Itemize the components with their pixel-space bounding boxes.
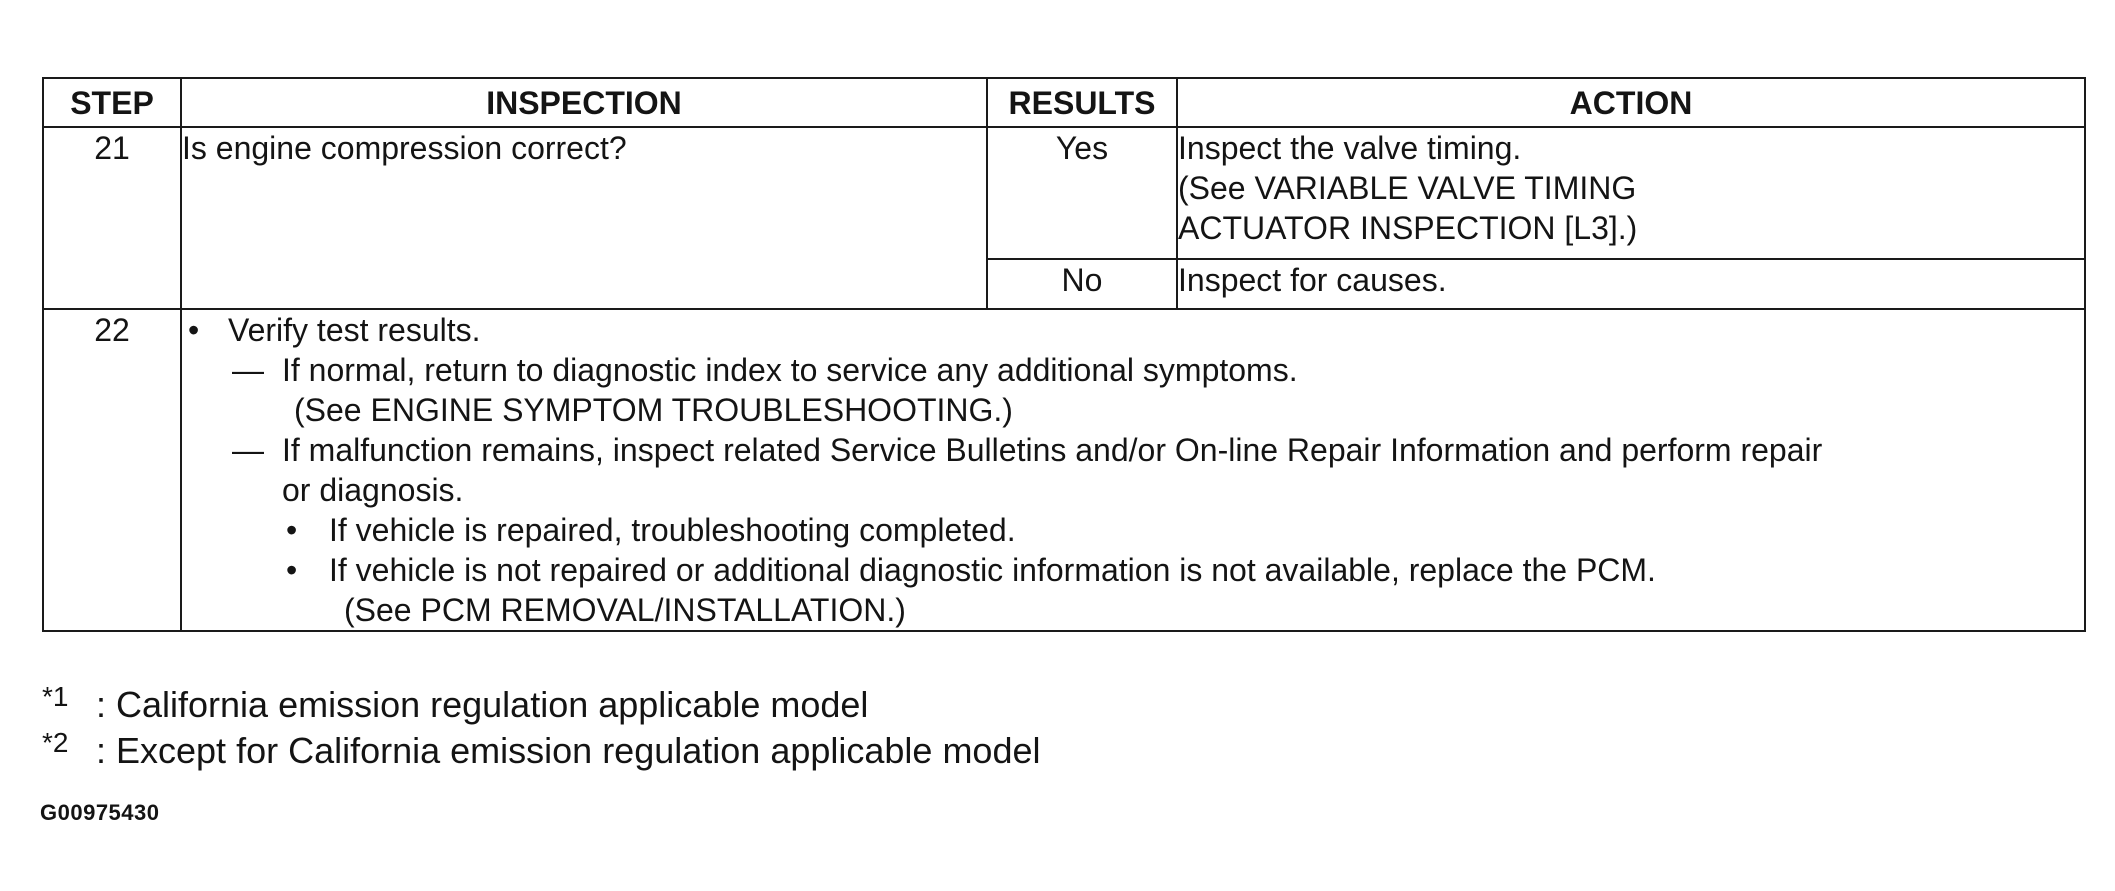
footnote xyxy=(42,682,1041,728)
troubleshooting-table xyxy=(42,77,2086,632)
header-row xyxy=(43,78,2085,127)
dash-item xyxy=(182,430,2084,470)
dash-continuation: or diagnosis. xyxy=(282,472,464,508)
footnote xyxy=(42,728,1041,774)
sub-bullet-text: If vehicle is repaired, troubleshooting completed. xyxy=(329,512,1016,548)
sub-bullet-marker: • xyxy=(286,552,298,588)
reference-text: (See ENGINE SYMPTOM TROUBLESHOOTING.) xyxy=(294,392,1013,428)
sub-bullet-item xyxy=(182,550,2084,590)
footnote-symbol: *2 xyxy=(42,727,69,758)
result-yes: Yes xyxy=(987,127,1177,259)
action-no: Inspect for causes. xyxy=(1177,259,2085,309)
dash-item xyxy=(182,350,2084,390)
dash-marker: — xyxy=(232,432,264,468)
step-number: 22 xyxy=(43,309,181,631)
bullet-text: Verify test results. xyxy=(228,312,481,348)
dash-text: If normal, return to diagnostic index to service any additional symptoms. xyxy=(282,352,1298,388)
header-results: RESULTS xyxy=(987,78,1177,127)
action-text: (See VARIABLE VALVE TIMING xyxy=(1178,170,1637,206)
action-text: Inspect the valve timing. xyxy=(1178,130,1522,166)
action-text: ACTUATOR INSPECTION [L3].) xyxy=(1178,210,1638,246)
sub-bullet-item xyxy=(182,510,2084,550)
sub-bullet-marker: • xyxy=(286,512,298,548)
header-action: ACTION xyxy=(1177,78,2085,127)
result-no: No xyxy=(987,259,1177,309)
header-step: STEP xyxy=(43,78,181,127)
dash-text: If malfunction remains, inspect related Service Bulletins and/or On-line Repair Information and perform repair xyxy=(282,432,1823,468)
step-number: 21 xyxy=(43,127,181,309)
footnote-text: : Except for California emission regulation applicable model xyxy=(96,730,1041,771)
figure-id: G00975430 xyxy=(40,800,160,825)
header-inspection: INSPECTION xyxy=(181,78,987,127)
reference-text: (See PCM REMOVAL/INSTALLATION.) xyxy=(344,592,906,628)
footnote-text: : California emission regulation applicable model xyxy=(96,684,869,725)
inspection-cell: Is engine compression correct? xyxy=(181,127,987,309)
bullet-marker: • xyxy=(188,312,200,348)
sub-bullet-text: If vehicle is not repaired or additional diagnostic information is not available, replace the PCM. xyxy=(329,552,1656,588)
step-22-instructions xyxy=(181,309,2085,631)
dash-marker: — xyxy=(232,352,264,388)
action-yes xyxy=(1177,127,2085,259)
bullet-item xyxy=(182,310,2084,350)
table-row xyxy=(43,309,2085,631)
footnotes xyxy=(42,682,1041,774)
table-row xyxy=(43,127,2085,259)
footnote-symbol: *1 xyxy=(42,681,69,712)
